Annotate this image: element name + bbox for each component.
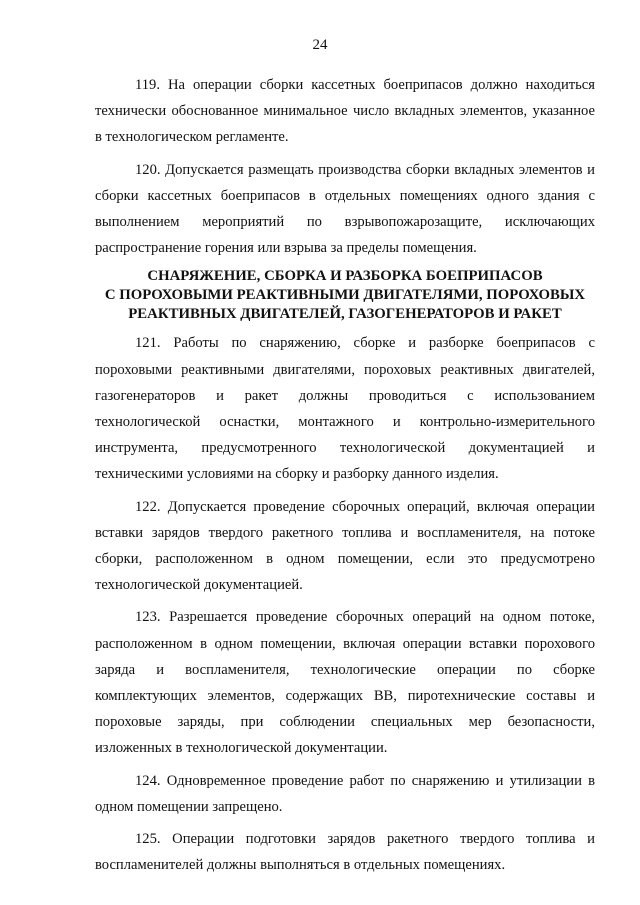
section-heading-line-1: СНАРЯЖЕНИЕ, СБОРКА И РАЗБОРКА БОЕПРИПАСОВ: [147, 268, 543, 285]
page-number: 24: [312, 37, 328, 53]
section-heading: [95, 267, 595, 324]
document-body: [95, 72, 595, 878]
paragraph-119: 119. На операции сборки кассетных боеприпасов должно находиться технически обоснованное минимальное число вкладных элементов, указанное в технологическом регламенте.: [95, 77, 595, 146]
paragraph-122: 122. Допускается проведение сборочных операций, включая операции вставки зарядов твердого ракетного топлива и воспламенителя, на потоке сборки, расположенном в одном помещении, если это предусмотрено технологической документацией.: [95, 498, 595, 594]
paragraph-125: 125. Операции подготовки зарядов ракетного твердого топлива и воспламенителей должны выполняться в отдельных помещениях.: [95, 831, 595, 874]
paragraph-120: 120. Допускается размещать производства сборки вкладных элементов и сборки кассетных боеприпасов в отдельных помещениях одного здания с выполнением мероприятий по взрывопожарозащите, исключающих распространение горения или взрыва за пределы помещения.: [95, 161, 595, 257]
paragraph-124: 124. Одновременное проведение работ по снаряжению и утилизации в одном помещении запрещено.: [95, 772, 595, 815]
paragraph-123: 123. Разрешается проведение сборочных операций на одном потоке, расположенном в одном помещении, включая операции вставки порохового заряда и воспламенителя, технологические операции по сборке комплектующих элементов, содержащих ВВ, пиротехнические составы и пороховые заряды, при соблюдении специальных мер безопасности, изложенных в технологической документации.: [95, 609, 595, 757]
paragraph-121: 121. Работы по снаряжению, сборке и разборке боеприпасов с пороховыми реактивными двигателями, пороховых реактивных двигателей, газогенераторов и ракет должны проводиться с использованием технологической оснастки, монтажного и контрольно-измерительного инструмента, предусмотренного технологической документацией и техническими условиями на сборку и разборку данного изделия.: [95, 335, 595, 483]
section-heading-line-3: РЕАКТИВНЫХ ДВИГАТЕЛЕЙ, ГАЗОГЕНЕРАТОРОВ И РАКЕТ: [128, 306, 562, 323]
section-heading-line-2: С ПОРОХОВЫМИ РЕАКТИВНЫМИ ДВИГАТЕЛЯМИ, ПОРОХОВЫХ: [104, 287, 586, 304]
